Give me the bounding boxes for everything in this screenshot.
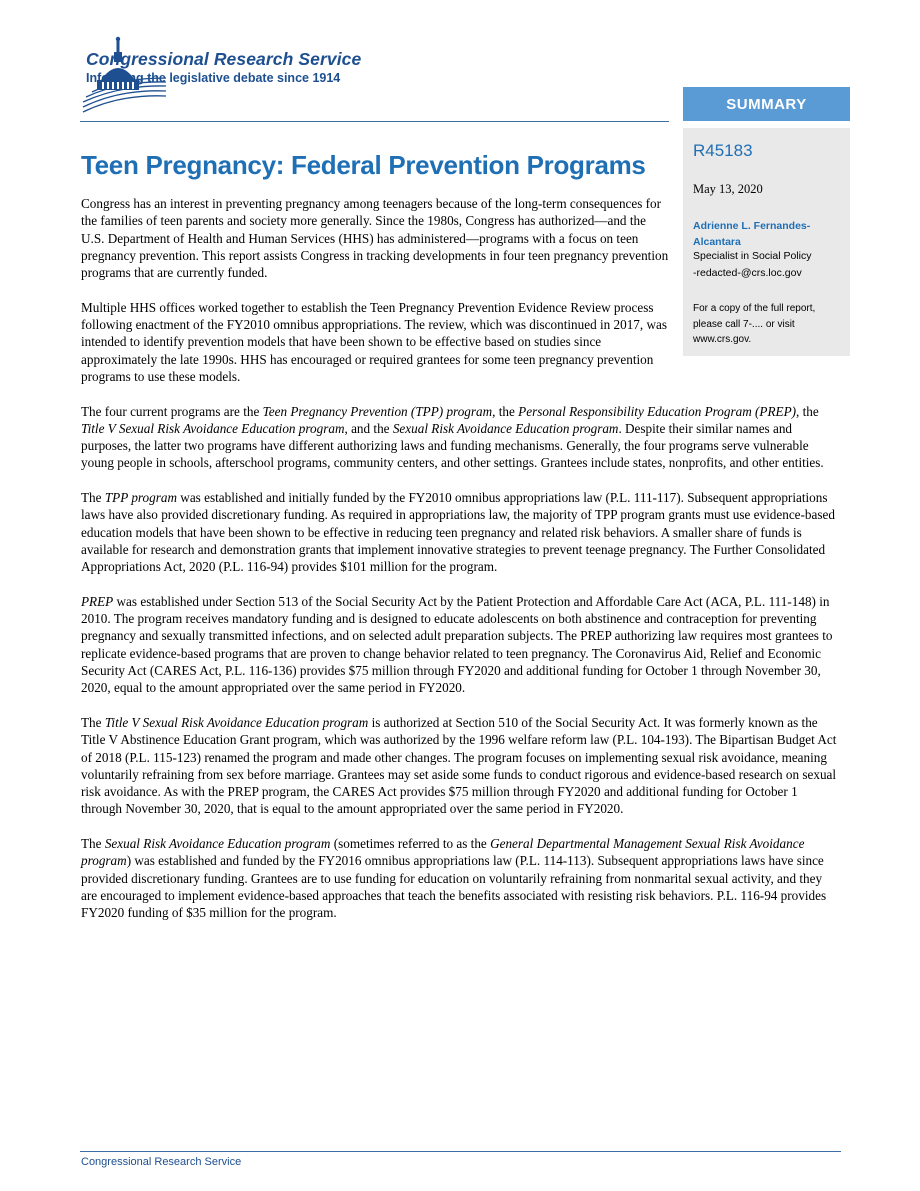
paragraph-evidence-review: Multiple HHS offices worked together to establish the Teen Pregnancy Prevention Evidence Review process following enactment of the FY2010 omnibus appropriations. The review, which was discontinued in 2017, was intended to identify prevention models that have been shown to be effective based on studies since approximately the late 1990s. HHS has encouraged or required grantees for some teen pregnancy prevention programs to use these models. <box>81 299 668 384</box>
footer-divider <box>80 1151 841 1152</box>
paragraph-text: is authorized at Section 510 of the Social Security Act. It was formerly known as the Title V Abstinence Education Grant program, which was authorized by the 1996 welfare reform law (P.L. 104-193). The Bipartisan Budget Act of 2018 (P.L. 115-123) renamed the program and made other changes. The program focuses on implementing sexual risk avoidance, meaning voluntarily refraining from sex before marriage. Grantees may set aside some funds to conduct rigorous and evidence-based research on sexual risk avoidance. As with the PREP program, the CARES Act provides $75 million through FY2020 and additional funding for October 1 through November 30, 2020, that is equal to the amount appropriated over the same period in FY2020. <box>81 714 837 817</box>
program-name: TPP program <box>104 490 177 506</box>
paragraph-text: was established and initially funded by the FY2010 omnibus appropriations law (P.L. 111-117). Subsequent appropriations laws have also provided discretionary funding. As required in appropriations law, the majority of TPP program grants must use evidence-based education models that have been shown to be effective in reducing teen pregnancy and related risk behaviors. A smaller share of funds is available for research and demonstration grants that implement innovative strategies to prevent teenage pregnancy. The Further Consolidated Appropriations Act, 2020 (P.L. 116-94) provides $101 million for the program. <box>81 490 835 575</box>
paragraph-text: The <box>81 835 105 851</box>
paragraph-text: . Despite their similar names and purposes, the latter two programs have different authorizing laws and funding mechanisms. Generally, the four programs serve vulnerable young people in schools, afterschool programs, community centers, and other settings. Grantees include states, nonprofits, and other entities. <box>81 420 824 471</box>
program-name: Teen Pregnancy Prevention (TPP) program <box>262 403 493 419</box>
paragraph-text: The four current programs are the <box>81 403 263 419</box>
paragraph-text: The <box>81 714 105 730</box>
paragraph-text: , the <box>492 403 519 419</box>
footer-org-name: Congressional Research Service <box>81 1156 242 1168</box>
author-name[interactable]: Adrienne L. Fernandes-Alcantara <box>693 220 811 248</box>
program-name: Personal Responsibility Education Program (PREP) <box>518 403 797 419</box>
paragraph-text: (sometimes referred to as the <box>330 835 491 851</box>
paragraph-interest: Congress has an interest in preventing pregnancy among teenagers because of the long-term consequences for the families of teen parents and society more generally. Since the 1980s, Congress has authorized—and the U.S. Department of Health and Human Services (HHS) has administered—programs with a focus on teen pregnancy prevention. This report assists Congress in tracking developments in four teen pregnancy prevention programs that are currently funded. <box>81 196 669 281</box>
program-name: PREP <box>81 593 114 609</box>
author-role: Specialist in Social Policy <box>693 250 812 262</box>
report-id: R45183 <box>693 141 753 160</box>
copy-note: For a copy of the full report, please call 7-.... or visit www.crs.gov. <box>693 303 816 345</box>
paragraph-four-programs <box>81 403 841 472</box>
paragraph-srae <box>81 835 841 921</box>
paragraph-text: ) was established and funded by the FY2016 omnibus appropriations law (P.L. 114-113). Subsequent appropriations laws have since provided discretionary funding. Grantees are to use funding for education on voluntarily refraining from nonmarital sexual activity, and they are encouraged to implement evidence-based approaches that teach the benefits associated with resisting risk behaviors. P.L. 116-94 provides FY2020 funding of $35 million for the program. <box>81 853 827 921</box>
program-name: Title V Sexual Risk Avoidance Education program <box>81 420 345 436</box>
org-name: Congressional Research Service <box>86 49 362 69</box>
paragraph-text: , and the <box>344 420 393 436</box>
page-title: Teen Pregnancy: Federal Prevention Programs <box>81 150 646 180</box>
program-name: Sexual Risk Avoidance Education program <box>104 835 331 851</box>
report-date: May 13, 2020 <box>693 182 763 196</box>
paragraph-title-v <box>81 714 841 818</box>
program-name: Sexual Risk Avoidance Education program <box>392 420 619 436</box>
paragraph-text: , the <box>796 403 819 419</box>
paragraph-prep <box>81 593 841 697</box>
paragraph-tpp <box>81 489 841 575</box>
org-tagline: Informing the legislative debate since 1914 <box>86 71 341 85</box>
paragraph-text: The <box>81 490 105 506</box>
author-email[interactable]: -redacted-@crs.loc.gov <box>693 267 802 279</box>
program-name: General Departmental Management Sexual Risk Avoidance program <box>81 835 805 869</box>
summary-body <box>81 195 841 939</box>
summary-label: SUMMARY <box>683 87 850 121</box>
header-divider <box>80 121 669 122</box>
paragraph-text: was established under Section 513 of the Social Security Act by the Patient Protection and Affordable Care Act (ACA, P.L. 111-148) in 2010. The program receives mandatory funding and is designed to educate adolescents on both abstinence and contraception for preventing pregnancy and sexually transmitted infections, and on selected adult preparation subjects. The PREP authorizing law requires most grantees to replicate evidence-based programs that are proven to change behavior related to teen pregnancy. The Coronavirus Aid, Relief and Economic Security Act (CARES Act, P.L. 116-136) provides $75 million through FY2020 and additional funding for October 1 through November 30, 2020, equal to the amount appropriated over the same period in FY2020. <box>81 593 833 696</box>
program-name: Title V Sexual Risk Avoidance Education program <box>104 714 369 730</box>
